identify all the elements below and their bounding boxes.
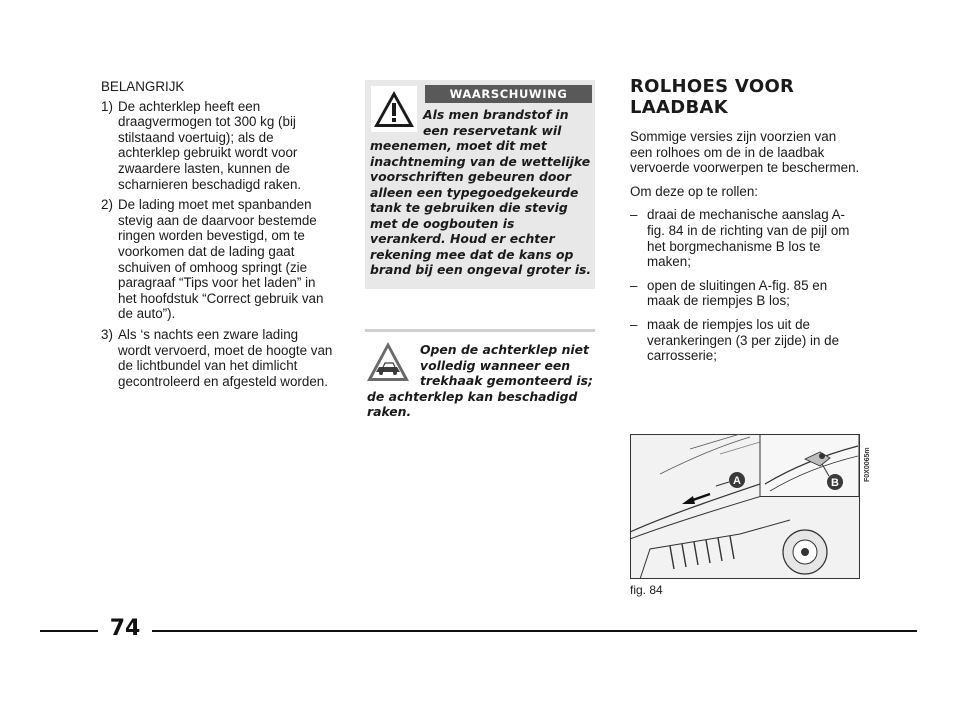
figure-code xyxy=(860,434,872,484)
steps-list xyxy=(630,207,862,363)
footer-rule-left xyxy=(40,630,98,632)
list-item xyxy=(630,207,862,269)
page-number: 74 xyxy=(109,616,141,641)
marker-a-label: A xyxy=(733,475,741,487)
figure-caption: fig. 84 xyxy=(630,583,663,597)
list-item-text: open de sluitingen A-fig. 85 en maak de riempjes B los; xyxy=(647,277,828,309)
list-item xyxy=(101,99,333,193)
list-item-text: maak de riempjes los uit de verankeringen (3 per zijde) in de carrosserie; xyxy=(647,316,840,364)
important-notes xyxy=(101,79,333,394)
hint-text-rest: de achterklep kan beschadigd raken. xyxy=(367,388,578,419)
list-item-number: 3) xyxy=(101,326,113,342)
list-item-number: 1) xyxy=(101,98,113,114)
important-list xyxy=(101,99,333,390)
list-item-dash: – xyxy=(630,316,638,332)
list-item xyxy=(101,327,333,389)
list-item-number: 2) xyxy=(101,197,113,213)
section-title: ROLHOES VOOR LAADBAK xyxy=(630,76,795,118)
warning-box xyxy=(365,80,595,289)
list-item xyxy=(630,317,862,364)
list-item-text: Als ‘s nachts een zware lading wordt vervoerd, moet de hoogte van de lichtbundel van het dimlicht gecontroleerd en afgesteld worden. xyxy=(118,326,333,389)
warning-text-lead: Als men brandstof in een reservetank wil xyxy=(423,107,569,138)
list-item-text: De lading moet met spanbanden stevig aan de daarvoor bestemde ringen worden bevestigd, om te voorkomen dat de lading gaat schuiven of omhoog springt (zie paragraaf “Tips voor het laden” in het hoofdstuk “Correct gebruik van de auto”). xyxy=(118,197,324,322)
list-item-text: draai de mechanische aanslag A-fig. 84 in de richting van de pijl om het borgmechanisme B los te maken; xyxy=(647,207,850,270)
steps-intro: Om deze op te rollen: xyxy=(630,183,759,199)
list-item xyxy=(630,278,862,309)
cover-section xyxy=(630,76,862,372)
marker-b-label: B xyxy=(831,477,839,489)
list-item-text: De achterklep heeft een draagvermogen tot 300 kg (bij stilstaand voertuig); als de achterklep gebruikt wordt voor zwaardere lasten, kunnen de scharnieren beschadigd raken. xyxy=(118,98,302,192)
list-item-dash: – xyxy=(630,207,638,223)
list-item-dash: – xyxy=(630,277,638,293)
hint-text xyxy=(367,342,595,420)
footer-rule-right xyxy=(152,630,917,632)
important-heading: BELANGRIJK xyxy=(101,79,185,94)
figure-code-text: F0X0065m xyxy=(864,447,871,482)
hint-text-lead: Open de achterklep niet volledig wanneer een trekhaak gemonteerd is; xyxy=(420,342,593,388)
list-item xyxy=(101,197,333,322)
intro-paragraph: Sommige versies zijn voorzien van een rolhoes om de in de laadbak vervoerde voorwerpen te beschermen. xyxy=(630,129,860,176)
warning-text xyxy=(370,107,594,278)
figure-84-illustration xyxy=(630,434,860,579)
warning-text-rest: meenemen, moet dit met inachtneming van de wettelijke voorschriften gebeuren door alleen een typegoedgekeurde tank te gebruiken die stevig met de oogbouten is verankerd. Houd er echter rekening mee dat de kans op brand bij een ongeval groter is. xyxy=(370,138,592,277)
warning-label: WAARSCHUWING xyxy=(425,85,592,103)
hint-divider xyxy=(365,329,595,332)
